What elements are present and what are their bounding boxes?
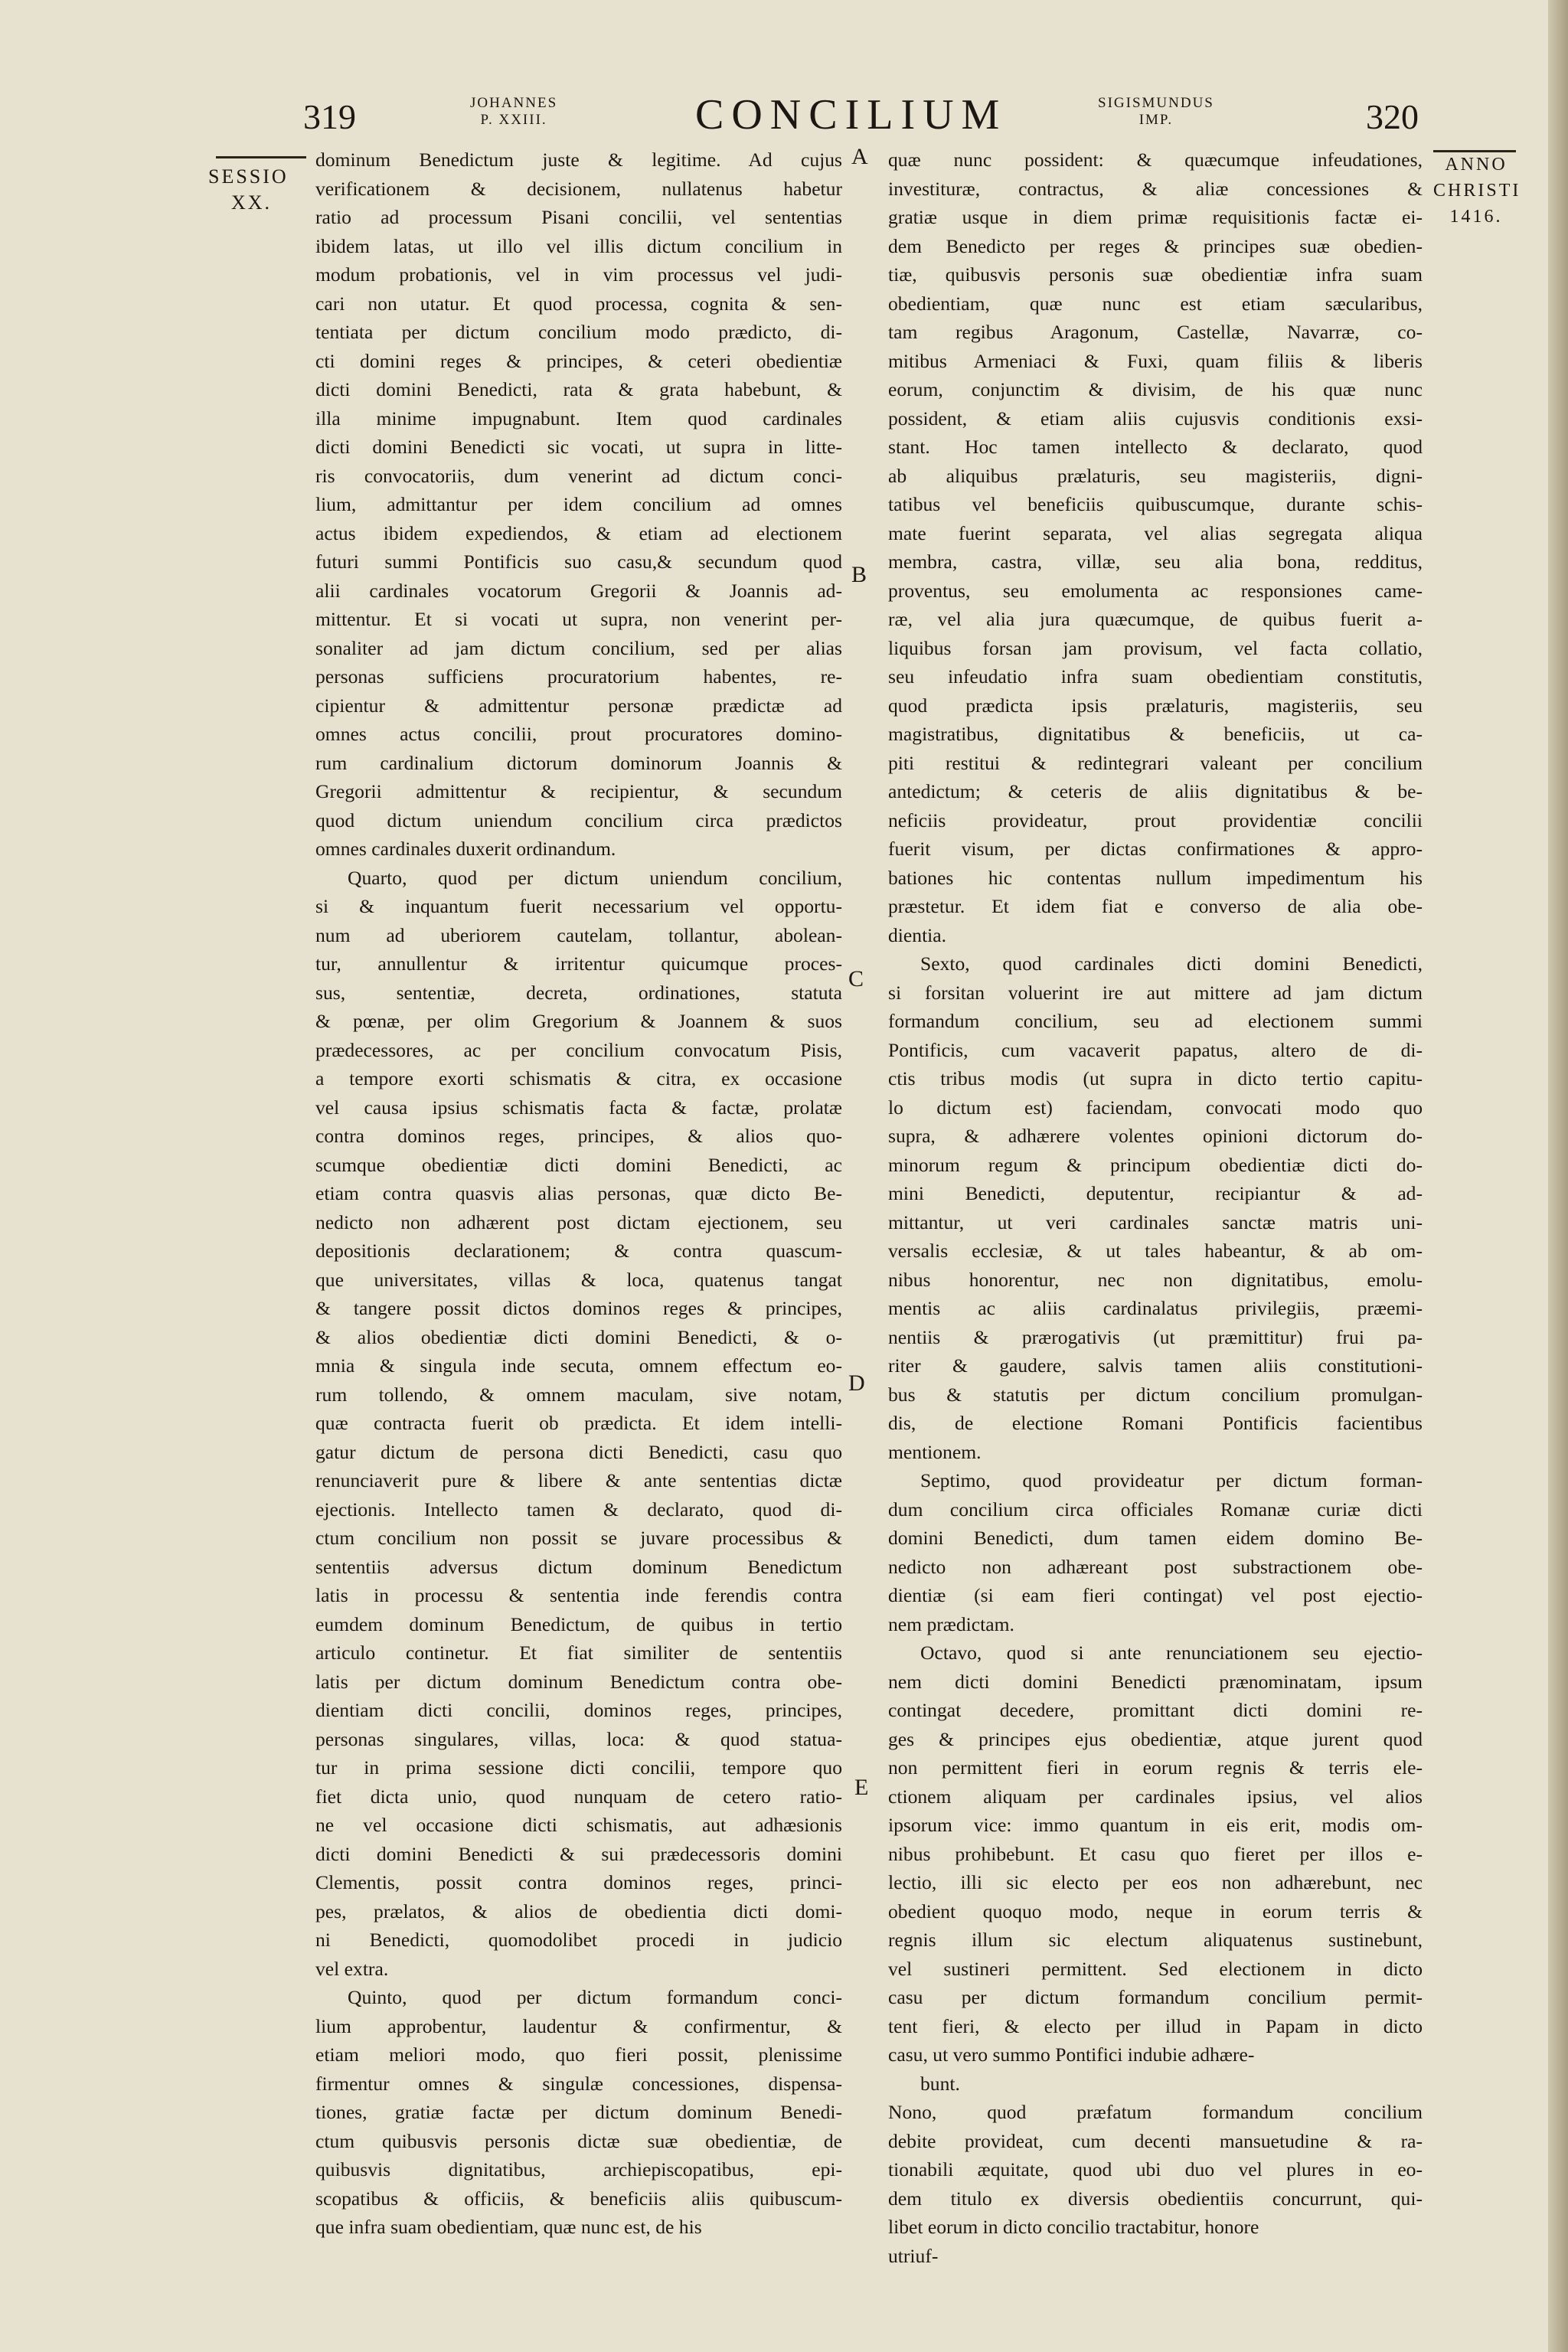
text-line: riter & gaudere, salvis tamen aliis constitutioni-: [888, 1354, 1423, 1377]
text-line: bationes hic contentas nullum impedimentum his: [888, 866, 1423, 889]
text-line: ejectionis. Intellecto tamen & declarato, quod di-: [315, 1498, 842, 1521]
text-line: lium approbentur, laudentur & confirmentur, &: [315, 2014, 842, 2037]
text-line: formandum concilium, seu ad electionem summi: [888, 1010, 1423, 1032]
text-line: ges & principes ejus obedientiæ, atque jurent quod: [888, 1727, 1423, 1750]
text-line: Clementis, possit contra dominos reges, princi-: [315, 1871, 842, 1893]
left-running-head: [470, 95, 557, 129]
text-line: Octavo, quod si ante renunciationem seu ejectio-: [920, 1642, 1423, 1664]
text-line: quæ contracta fuerit ob prædicta. Et idem intelli-: [315, 1412, 842, 1434]
text-line: num ad uberiorem cautelam, tollantur, abolean-: [315, 923, 842, 946]
text-line: seu infeudatio infra suam obedientiam constitutis,: [888, 665, 1423, 688]
text-line: depositionis declarationem; & contra quascum-: [315, 1240, 842, 1262]
text-line: præstetur. Et idem fiat e converso de alia obe-: [888, 895, 1423, 917]
text-line: ctionem aliquam per cardinales ipsius, vel alios: [888, 1785, 1423, 1808]
right-runner-line1: SIGISMUNDUS: [1098, 95, 1214, 111]
text-line: antedictum; & ceteris de aliis dignitatibus & be-: [888, 780, 1423, 802]
text-line: Sexto, quod cardinales dicti domini Benedicti,: [920, 952, 1423, 975]
text-line: omnes actus concilii, prout procuratores domino-: [315, 723, 842, 745]
right-runner-line2: IMP.: [1138, 112, 1174, 128]
text-line: nem dicti domini Benedicti prænominatam, ipsum: [888, 1670, 1423, 1693]
text-line: contingat decedere, promittant dicti domini re-: [888, 1699, 1423, 1721]
text-line: si forsitan voluerint ire aut mittere ad jam dictum: [888, 981, 1423, 1004]
text-line: dicti domini Benedicti sic vocati, ut supra in litte-: [315, 436, 842, 458]
text-line: obedient quoquo modo, neque in eorum terris &: [888, 1900, 1423, 1922]
text-line: mittantur, ut veri cardinales sanctæ matris uni-: [888, 1210, 1423, 1233]
text-line: personas sufficiens procuratorium habentes, re-: [315, 665, 842, 688]
text-line: actus ibidem expediendos, & etiam ad electionem: [315, 521, 842, 544]
text-line: & pœnæ, per olim Gregorium & Joannem & suos: [315, 1010, 842, 1032]
text-line: Septimo, quod provideatur per dictum forman-: [920, 1469, 1423, 1491]
text-line: omnes cardinales duxerit ordinandum.: [315, 838, 616, 860]
text-line: dicti domini Benedicti & sui prædecessoris domini: [315, 1842, 842, 1865]
text-line: ris convocatoriis, dum venerint ad dictum conci-: [315, 464, 842, 487]
text-line: vel extra.: [315, 1957, 389, 1980]
session-sidenote: [208, 164, 289, 216]
text-line: Quinto, quod per dictum formandum conci-: [348, 1986, 842, 2008]
text-line: tam regibus Aragonum, Castellæ, Navarræ, co-: [888, 321, 1423, 343]
text-line: eorum, conjunctim & divisim, de his quæ nunc: [888, 378, 1423, 400]
text-line: articulo continetur. Et fiat similiter de sententiis: [315, 1642, 842, 1664]
left-text-column: [315, 145, 842, 2242]
text-line: scumque obedientiæ dicti domini Benedicti, ac: [315, 1153, 842, 1176]
text-line: tur in prima sessione dicti concilii, tempore quo: [315, 1756, 842, 1779]
text-line: renunciaverit pure & libere & ante sententias dictæ: [315, 1469, 842, 1491]
text-line: mate fuerint separata, vel alias segregata aliqua: [888, 521, 1423, 544]
text-line: magistratibus, dignitatibus & beneficiis, ut ca-: [888, 723, 1423, 745]
left-runner-line1: JOHANNES: [470, 95, 558, 111]
text-line: casu per dictum formandum concilium permit-: [888, 1986, 1423, 2008]
text-line: tiæ, quibusvis personis suæ obedientiæ infra suam: [888, 263, 1423, 286]
text-line: mittentur. Et si vocati ut supra, non venerint per-: [315, 608, 842, 630]
page-edge-shadow: [1548, 0, 1568, 2352]
text-line: lium, admittantur per idem concilium ad omnes: [315, 493, 842, 515]
text-line: dominum Benedictum juste & legitime. Ad cujus: [315, 149, 842, 171]
page-title: CONCILIUM: [695, 91, 1008, 139]
text-line: liquibus forsan jam provisum, vel facta collatio,: [888, 636, 1423, 659]
text-line: cari non utatur. Et quod processa, cognita & sen-: [315, 292, 842, 315]
text-line: a tempore exorti schismatis & citra, ex occasione: [315, 1067, 842, 1089]
text-line: utriuf-: [888, 2244, 939, 2267]
text-line: mentionem.: [888, 1440, 982, 1463]
anno-label: ANNO: [1445, 155, 1508, 175]
text-line: mentis ac aliis cardinalatus privilegiis, præemi-: [888, 1297, 1423, 1319]
text-line: obedientiam, quæ nunc est etiam sæcularibus,: [888, 292, 1423, 315]
year-value: 1416.: [1449, 207, 1503, 227]
text-line: cipientur & admittentur personæ prædictæ ad: [315, 694, 842, 717]
text-line: vel causa ipsius schismatis facta & factæ, prolatæ: [315, 1096, 842, 1119]
section-marker-c: C: [848, 966, 864, 991]
text-line: ctis tribus modis (ut supra in dicto tertio capitu-: [888, 1067, 1423, 1089]
text-line: Gregorii admittentur & recipientur, & secundum: [315, 780, 842, 802]
left-runner-line2: P. XXIII.: [480, 112, 547, 128]
left-margin-rule: [216, 156, 306, 158]
text-line: etiam contra quasvis alias personas, quæ dicto Be-: [315, 1182, 842, 1204]
text-line: dientiam dicti concilii, dominos reges, principes,: [315, 1699, 842, 1721]
text-line: Quarto, quod per dictum uniendum concilium,: [348, 866, 842, 889]
text-line: mnia & singula inde secuta, omnem effectum eo-: [315, 1354, 842, 1377]
text-line: possident, & etiam aliis cujusvis conditionis exsi-: [888, 407, 1423, 430]
text-line: personas singulares, villas, loca: & quod statua-: [315, 1727, 842, 1750]
text-line: ne vel occasione dicti schismatis, aut adhæsionis: [315, 1814, 842, 1836]
running-header: [0, 90, 1568, 139]
text-line: tatibus vel beneficiis quibuscumque, durante schis-: [888, 493, 1423, 515]
text-line: & tangere possit dictos dominos reges & principes,: [315, 1297, 842, 1319]
text-line: stant. Hoc tamen intellecto & declarato, quod: [888, 436, 1423, 458]
text-line: tiones, gratiæ factæ per dictum dominum Benedi-: [315, 2101, 842, 2123]
text-line: ipsorum vice: immo quantum in eis erit, modis om-: [888, 1814, 1423, 1836]
text-line: mitibus Armeniaci & Fuxi, quam filiis & liberis: [888, 349, 1423, 372]
text-line: dientiæ (si eam fieri contingat) vel post ejectio-: [888, 1584, 1423, 1606]
text-line: quod prædicta ipsis prælaturis, magisteriis, seu: [888, 694, 1423, 717]
text-line: dem Benedicto per reges & principes suæ obedien-: [888, 234, 1423, 257]
text-line: latis in processu & sententia inde ferendis contra: [315, 1584, 842, 1606]
text-line: casu, ut vero summo Pontifici indubie adhære-: [888, 2043, 1255, 2066]
text-line: libet eorum in dicto concilio tractabitur, honore: [888, 2216, 1259, 2238]
text-line: cti domini reges & principes, & ceteri obedientiæ: [315, 349, 842, 372]
text-line: ab aliquibus prælaturis, seu magisteriis, digni-: [888, 464, 1423, 487]
text-line: dis, de electione Romani Pontificis facientibus: [888, 1412, 1423, 1434]
text-line: quibusvis dignitatibus, archiepiscopatibus, epi-: [315, 2158, 842, 2180]
text-line: rum tollendo, & omnem maculam, sive notam,: [315, 1383, 842, 1406]
text-line: ibidem latas, ut illo vel illis dictum concilium in: [315, 234, 842, 257]
text-line: nedicto non adhæreant post substractionem obe-: [888, 1555, 1423, 1578]
text-line: fuerit visum, per dictas confirmationes & appro-: [888, 838, 1423, 860]
text-line: dum concilium circa officiales Romanæ curiæ dicti: [888, 1498, 1423, 1521]
text-line: fiet dicta unio, quod nunquam de cetero ratio-: [315, 1785, 842, 1808]
text-line: gratiæ usque in diem primæ requisitionis factæ ei-: [888, 206, 1423, 228]
year-sidenote: [1433, 152, 1519, 230]
text-line: piti restitui & redintegrari valeant per concilium: [888, 751, 1423, 774]
right-page-number: 320: [1366, 97, 1419, 136]
text-line: ræ, vel alia jura quæcumque, de quibus fuerit a-: [888, 608, 1423, 630]
text-line: mini Benedicti, deputentur, recipiantur & ad-: [888, 1182, 1423, 1204]
text-line: & alios obedientiæ dicti domini Benedicti, & o-: [315, 1325, 842, 1348]
text-line: supra, & adhærere volentes opinioni dictorum do-: [888, 1125, 1423, 1147]
text-line: prædecessores, ac per concilium convocatum Pisis,: [315, 1038, 842, 1061]
text-line: lo dictum est) faciendam, convocati modo quo: [888, 1096, 1423, 1119]
text-line: vel sustineri permittent. Sed electionem in dicto: [888, 1957, 1423, 1980]
section-marker-d: D: [848, 1370, 865, 1396]
text-line: latis per dictum dominum Benedictum contra obe-: [315, 1670, 842, 1693]
text-line: proventus, seu emolumenta ac responsiones came-: [888, 579, 1423, 602]
text-line: quod dictum uniendum concilium circa prædictos: [315, 808, 842, 831]
session-number: XX.: [231, 191, 273, 214]
text-line: investituræ, contractus, & aliæ concessiones &: [888, 177, 1423, 200]
text-line: si & inquantum fuerit necessarium vel opportu-: [315, 895, 842, 917]
text-line: firmentur omnes & singulæ concessiones, dispensa-: [315, 2072, 842, 2095]
christi-label: CHRISTI: [1433, 181, 1521, 201]
text-line: minorum regum & principum obedientiæ dicti do-: [888, 1153, 1423, 1176]
section-marker-a: A: [851, 144, 868, 169]
text-line: gatur dictum de persona dicti Benedicti, casu quo: [315, 1440, 842, 1463]
text-line: scopatibus & officiis, & beneficiis aliis quibuscum-: [315, 2187, 842, 2210]
text-line: sonaliter ad jam dictum concilium, sed per alias: [315, 636, 842, 659]
text-line: etiam meliori modo, quo fieri possit, plenissime: [315, 2043, 842, 2066]
text-line: tentiata per dictum concilium modo prædicto, di-: [315, 321, 842, 343]
text-line: tionabili æquitate, quod ubi duo vel plures in eo-: [888, 2158, 1423, 2180]
text-line: dicti domini Benedicti, rata & grata habebunt, &: [315, 378, 842, 400]
text-line: neficiis provideatur, prout providentiæ concilii: [888, 808, 1423, 831]
text-line: lectio, illi sic electo per eos non adhærebunt, nec: [888, 1871, 1423, 1893]
text-line: nentiis & prærogativis (ut præmittitur) frui pa-: [888, 1325, 1423, 1348]
text-line: rum cardinalium dictorum dominorum Joannis &: [315, 751, 842, 774]
text-line: futuri summi Pontificis suo casu,& secundum quod: [315, 550, 842, 573]
text-line: ctum concilium non possit se juvare processibus &: [315, 1527, 842, 1549]
text-line: Pontificis, cum vacaverit papatus, altero de di-: [888, 1038, 1423, 1061]
text-line: modum probationis, vel in vim processus vel judi-: [315, 263, 842, 286]
text-line: quæ nunc possident: & quæcumque infeudationes,: [888, 149, 1423, 171]
text-line: tent fieri, & electo per illud in Papam in dicto: [888, 2014, 1423, 2037]
text-line: ni Benedicti, quomodolibet procedi in judicio: [315, 1929, 842, 1951]
text-line: eumdem dominum Benedictum, de quibus in tertio: [315, 1612, 842, 1635]
section-marker-e: E: [854, 1775, 869, 1800]
text-line: domini Benedicti, dum tamen eidem domino Be-: [888, 1527, 1423, 1549]
text-line: regnis illum sic electum aliquatenus sustinebunt,: [888, 1929, 1423, 1951]
left-page-number: 319: [303, 97, 356, 136]
text-line: nibus honorentur, nec non dignitatibus, emolu-: [888, 1268, 1423, 1291]
text-line: membra, castra, villæ, seu alia bona, redditus,: [888, 550, 1423, 573]
text-line: non permittent fieri in eorum regnis & terris ele-: [888, 1756, 1423, 1779]
text-line: ratio ad processum Pisani concilii, vel sententias: [315, 206, 842, 228]
text-line: bunt.: [920, 2072, 960, 2095]
text-line: bus & statutis per dictum concilium promulgan-: [888, 1383, 1423, 1406]
text-line: verificationem & decisionem, nullatenus habetur: [315, 177, 842, 200]
text-line: nibus prohibebunt. Et casu quo fieret per illos e-: [888, 1842, 1423, 1865]
text-line: que universitates, villas & loca, quatenus tangat: [315, 1268, 842, 1291]
text-line: que infra suam obedientiam, quæ nunc est, de his: [315, 2216, 702, 2238]
text-line: alii cardinales vocatorum Gregorii & Joannis ad-: [315, 579, 842, 602]
session-label: SESSIO: [208, 165, 289, 188]
text-line: pes, prælatos, & alios de obedientia dicti domi-: [315, 1900, 842, 1922]
text-line: nem prædictam.: [888, 1612, 1014, 1635]
text-line: ctum quibusvis personis dictæ suæ obedientiæ, de: [315, 2129, 842, 2152]
text-line: dem titulo ex diversis obedientiis concurrunt, qui-: [888, 2187, 1423, 2210]
text-line: tur, annullentur & irritentur quicumque proces-: [315, 952, 842, 975]
text-line: versalis ecclesiæ, & ut tales habeantur, & ab om-: [888, 1240, 1423, 1262]
text-line: sententiis adversus dictum dominum Benedictum: [315, 1555, 842, 1578]
text-line: contra dominos reges, principes, & alios quo-: [315, 1125, 842, 1147]
right-running-head: [1098, 95, 1214, 129]
text-line: dientia.: [888, 923, 947, 946]
text-line: illa minime impugnabunt. Item quod cardinales: [315, 407, 842, 430]
text-line: Nono, quod præfatum formandum concilium: [888, 2101, 1423, 2123]
text-line: debite provideat, cum decenti mansuetudine & ra-: [888, 2129, 1423, 2152]
text-line: nedicto non adhærent post dictam ejectionem, seu: [315, 1210, 842, 1233]
text-line: sus, sententiæ, decreta, ordinationes, statuta: [315, 981, 842, 1004]
right-text-column: [888, 145, 1423, 2270]
section-marker-b: B: [851, 562, 867, 587]
